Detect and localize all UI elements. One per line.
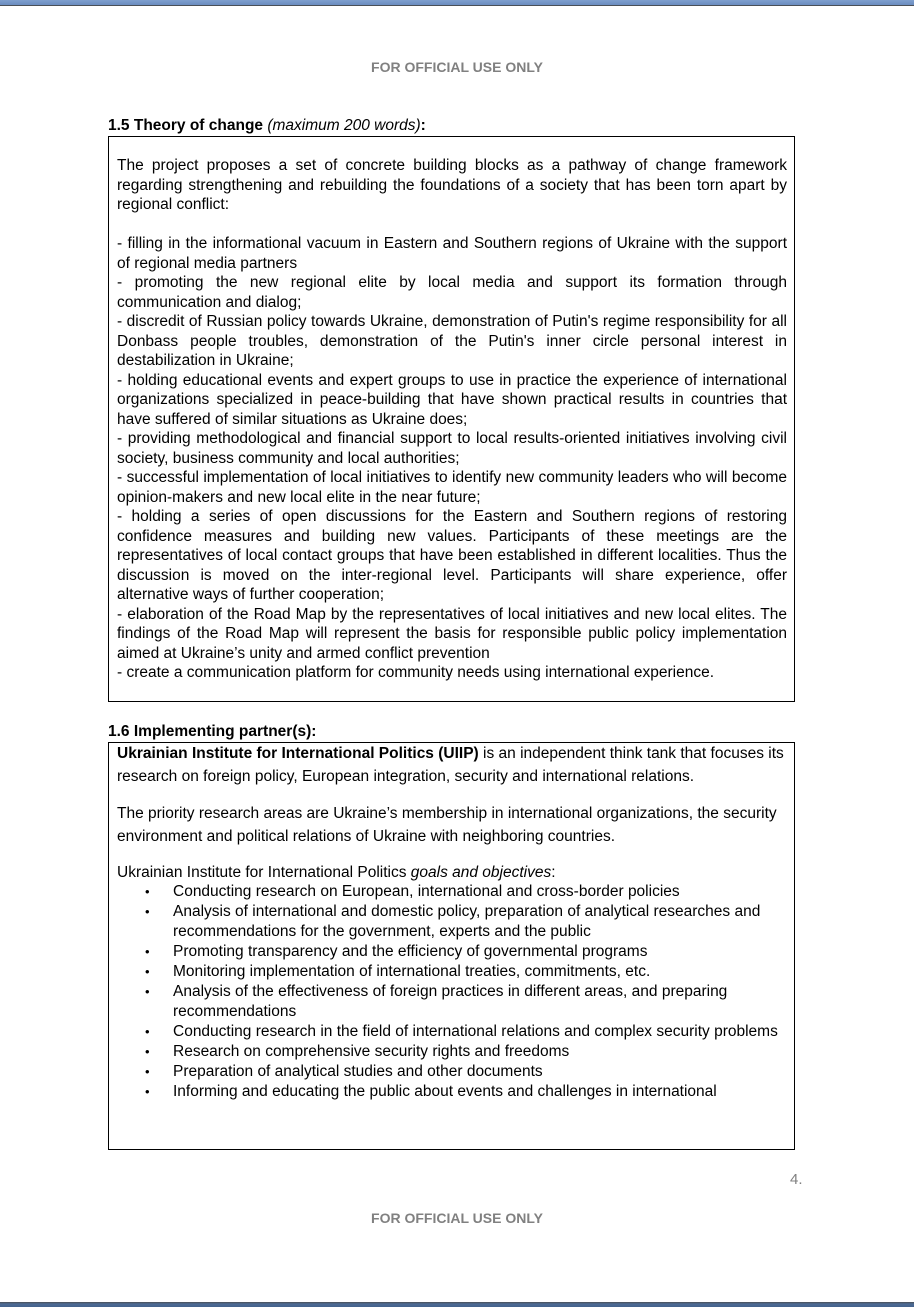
objective-text: Analysis of international and domestic policy, preparation of analytical researches and recommendations for the government, experts and the public xyxy=(173,903,761,940)
bullet-icon: • xyxy=(145,1024,150,1039)
bullet-icon: • xyxy=(145,1044,150,1059)
theory-of-change-box xyxy=(108,136,795,702)
section-1-5-title-note: (maximum 200 words) xyxy=(267,117,421,134)
objective-text: Preparation of analytical studies and other documents xyxy=(173,1063,543,1080)
objectives-intro-italic: goals and objectives xyxy=(410,864,552,881)
theory-of-change-intro: The project proposes a set of concrete building blocks as a pathway of change framework regarding strengthening and rebuilding the foundations of a society that has been torn apart by regional conflict: xyxy=(117,157,787,213)
bullet-icon: • xyxy=(145,944,150,959)
objectives-intro-text: Ukrainian Institute for International Politics xyxy=(117,864,411,881)
objective-item xyxy=(117,882,787,902)
objective-item xyxy=(117,1022,787,1042)
theory-item: - holding a series of open discussions for the Eastern and Southern regions of restoring confidence measures and building new values. Participants of these meetings are the representatives of local contact groups that have been established in different localities. Thus the discussion is moved on the inter-regional level. Participants will share experience, offer alternative ways of further cooperation; xyxy=(117,508,787,603)
objective-text: Informing and educating the public about events and challenges in international xyxy=(173,1083,717,1100)
objective-item xyxy=(117,1062,787,1082)
theory-item: - holding educational events and expert groups to use in practice the experience of international organizations specialized in peace-building that have shown practical results in countries that have suffered of similar situations as Ukraine does; xyxy=(117,371,787,428)
bullet-icon: • xyxy=(145,884,150,899)
bullet-icon: • xyxy=(145,1064,150,1079)
objective-item xyxy=(117,1042,787,1062)
section-1-5-title: 1.5 Theory of change xyxy=(108,117,264,134)
implementing-partners-box xyxy=(108,742,795,1150)
priority-areas-paragraph: The priority research areas are Ukraine’s membership in international organizations, the security environment and political relations of Ukraine with neighboring countries. xyxy=(117,805,777,845)
page-number: 4. xyxy=(790,1171,803,1188)
theory-item: - create a communication platform for community needs using international experience. xyxy=(117,664,715,681)
objective-text: Conducting research in the field of international relations and complex security problems xyxy=(173,1023,778,1040)
bullet-icon: • xyxy=(145,984,150,999)
paragraph-gap xyxy=(117,215,787,235)
window-bottom-border xyxy=(0,1302,914,1307)
objective-text: Research on comprehensive security rights and freedoms xyxy=(173,1043,570,1060)
window-top-border xyxy=(0,0,914,6)
objective-text: Monitoring implementation of international treaties, commitments, etc. xyxy=(173,963,651,980)
section-1-5-heading xyxy=(108,117,426,135)
section-1-5-title-suffix: : xyxy=(420,117,426,134)
theory-item: - filling in the informational vacuum in Eastern and Southern regions of Ukraine with the support of regional media partners xyxy=(117,235,787,272)
paragraph-gap xyxy=(117,848,787,863)
theory-item: - discredit of Russian policy towards Ukraine, demonstration of Putin's regime responsibility for all Donbass people troubles, demonstration of the Putin's inner circle personal interest in destabilization in Ukraine; xyxy=(117,313,787,369)
section-1-6-heading: 1.6 Implementing partner(s): xyxy=(108,723,317,740)
objective-item xyxy=(117,1082,787,1102)
objective-item xyxy=(117,962,787,982)
objectives-intro xyxy=(117,863,787,882)
org-description: is an independent think tank that focuses its research on foreign policy, European integration, security and international relations. xyxy=(117,745,784,785)
objective-text: Conducting research on European, international and cross-border policies xyxy=(173,883,680,900)
theory-item: - providing methodological and financial support to local results-oriented initiatives involving civil society, business community and local authorities; xyxy=(117,430,787,467)
org-description-paragraph xyxy=(117,743,787,788)
objective-text: Promoting transparency and the efficiency of governmental programs xyxy=(173,943,648,960)
running-header: FOR OFFICIAL USE ONLY xyxy=(371,59,543,75)
paragraph-gap xyxy=(117,788,787,803)
objective-item xyxy=(117,902,787,942)
bullet-icon: • xyxy=(145,964,150,979)
objective-item xyxy=(117,982,787,1022)
bullet-icon: • xyxy=(145,1084,150,1099)
objectives-list xyxy=(117,882,787,1102)
bullet-icon: • xyxy=(145,904,150,919)
objective-item xyxy=(117,942,787,962)
running-footer: FOR OFFICIAL USE ONLY xyxy=(371,1210,543,1226)
org-name: Ukrainian Institute for International Politics (UIIP) xyxy=(117,745,479,762)
theory-item: - promoting the new regional elite by local media and support its formation through communication and dialog; xyxy=(117,274,787,311)
objectives-intro-suffix: : xyxy=(551,864,556,881)
objective-text: Analysis of the effectiveness of foreign practices in different areas, and preparing recommendations xyxy=(173,983,728,1020)
theory-item: - elaboration of the Road Map by the representatives of local initiatives and new local elites. The findings of the Road Map will represent the basis for responsible public policy implementation aimed at Ukraine’s unity and armed conflict prevention xyxy=(117,605,787,662)
theory-item: - successful implementation of local initiatives to identify new community leaders who will become opinion-makers and new local elite in the near future; xyxy=(117,469,787,506)
